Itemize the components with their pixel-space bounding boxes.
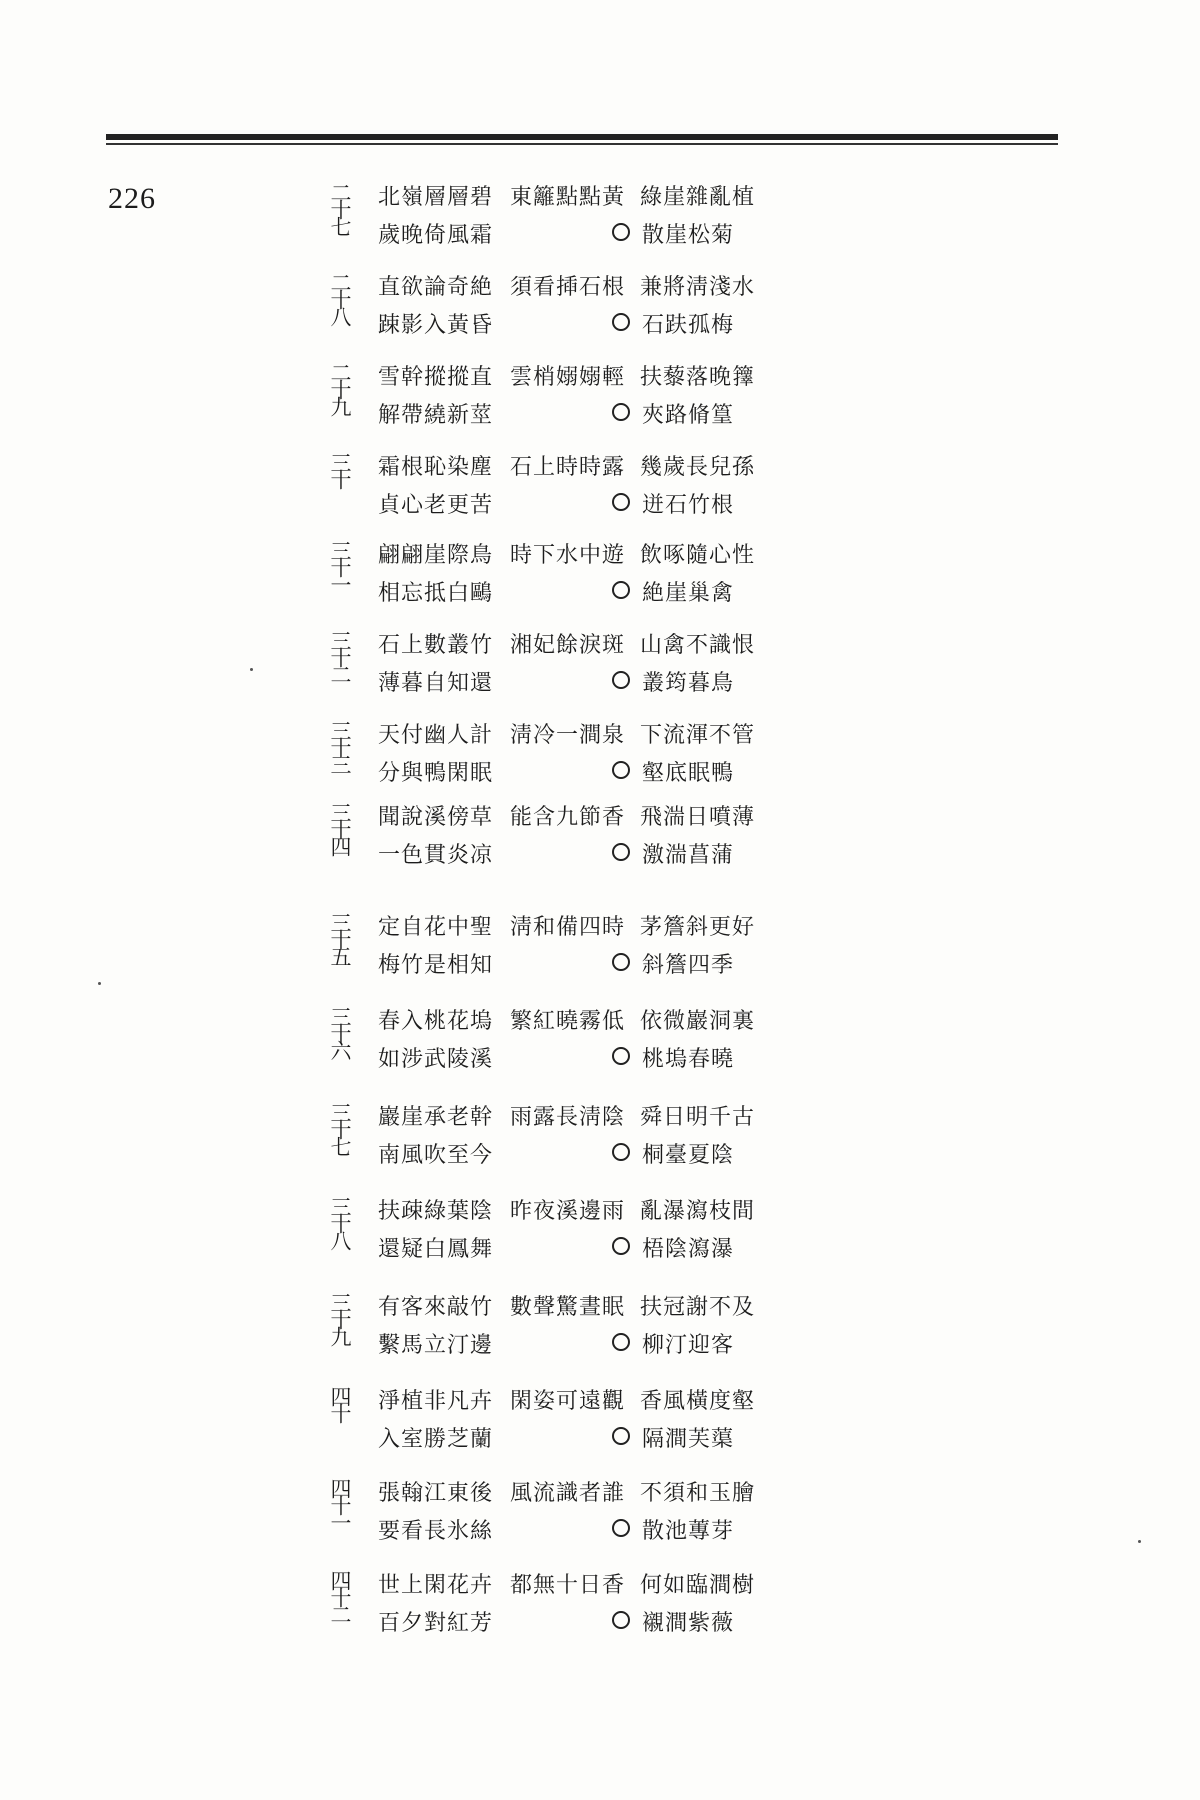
poem-line-2: 繁紅曉霧低 bbox=[510, 1009, 626, 1034]
circle-mark-icon bbox=[612, 761, 630, 779]
poem-title: 隔澗芙蕖 bbox=[642, 1427, 735, 1452]
poem-entry bbox=[320, 1384, 800, 1474]
poem-title: 散池蓴芽 bbox=[642, 1519, 735, 1544]
poem-title: 絶崖巢禽 bbox=[642, 581, 735, 606]
poem-entry bbox=[320, 800, 800, 890]
poem-number: 三十九 bbox=[328, 1292, 352, 1343]
poem-number: 三十六 bbox=[328, 1006, 352, 1057]
circle-mark-icon bbox=[612, 953, 630, 971]
poem-line-4: 如涉武陵溪 bbox=[378, 1047, 494, 1072]
poem-line-4: 還疑白鳳舞 bbox=[378, 1237, 494, 1262]
poem-line-3: 依微巖洞裏 bbox=[640, 1009, 756, 1034]
circle-mark-icon bbox=[612, 403, 630, 421]
poem-line-4: 貞心老更苦 bbox=[378, 493, 494, 518]
poem-line-1: 淨植非凡卉 bbox=[378, 1389, 494, 1414]
poem-number: 二十七 bbox=[328, 182, 352, 233]
poem-line-3: 何如臨澗樹 bbox=[640, 1573, 756, 1598]
poem-title: 石趺孤梅 bbox=[642, 313, 735, 338]
poem-line-1: 翩翩崖際鳥 bbox=[378, 543, 494, 568]
print-speck bbox=[98, 982, 101, 985]
poem-line-4: 南風吹至今 bbox=[378, 1143, 494, 1168]
poem-line-4: 踈影入黃昏 bbox=[378, 313, 494, 338]
poem-entry bbox=[320, 360, 800, 450]
circle-mark-icon bbox=[612, 1333, 630, 1351]
poem-line-1: 聞說溪傍草 bbox=[378, 805, 494, 830]
poem-line-4: 梅竹是相知 bbox=[378, 953, 494, 978]
poem-entry bbox=[320, 1004, 800, 1094]
header-rule-thick bbox=[106, 134, 1058, 140]
poem-line-2: 東籬點點黃 bbox=[510, 185, 626, 210]
poem-number: 三十五 bbox=[328, 912, 352, 963]
poem-line-4: 要看長氷絲 bbox=[378, 1519, 494, 1544]
poem-entry bbox=[320, 628, 800, 718]
poem-line-4: 入室勝芝蘭 bbox=[378, 1427, 494, 1452]
poem-line-3: 下流渾不管 bbox=[640, 723, 756, 748]
poem-number: 二十九 bbox=[328, 362, 352, 413]
poem-title: 桐臺夏陰 bbox=[642, 1143, 735, 1168]
poem-number: 三十 bbox=[328, 452, 352, 486]
poem-line-4: 解帶繞新莖 bbox=[378, 403, 494, 428]
poem-title: 桃塢春曉 bbox=[642, 1047, 735, 1072]
header-rule-thin bbox=[106, 143, 1058, 145]
poem-line-3: 扶冠謝不及 bbox=[640, 1295, 756, 1320]
poem-number: 四十 bbox=[328, 1386, 352, 1420]
poem-line-2: 風流識者誰 bbox=[510, 1481, 626, 1506]
circle-mark-icon bbox=[612, 313, 630, 331]
poem-title: 迸石竹根 bbox=[642, 493, 735, 518]
poem-title: 散崖松菊 bbox=[642, 223, 735, 248]
poem-line-1: 巖崖承老幹 bbox=[378, 1105, 494, 1130]
circle-mark-icon bbox=[612, 671, 630, 689]
circle-mark-icon bbox=[612, 1237, 630, 1255]
poem-number: 三十八 bbox=[328, 1196, 352, 1247]
circle-mark-icon bbox=[612, 1427, 630, 1445]
print-speck bbox=[250, 668, 253, 671]
poem-line-3: 兼將淸淺水 bbox=[640, 275, 756, 300]
poem-number: 三十四 bbox=[328, 802, 352, 853]
poem-line-2: 淸冷一澗泉 bbox=[510, 723, 626, 748]
poem-entry bbox=[320, 1290, 800, 1380]
poem-line-3: 綠崖雜亂植 bbox=[640, 185, 756, 210]
poem-line-1: 天付幽人計 bbox=[378, 723, 494, 748]
poem-line-1: 雪幹摐摐直 bbox=[378, 365, 494, 390]
poem-title: 夾路脩篁 bbox=[642, 403, 735, 428]
poem-entry bbox=[320, 1100, 800, 1190]
poem-line-3: 茅簷斜更好 bbox=[640, 915, 756, 940]
poem-line-1: 石上數叢竹 bbox=[378, 633, 494, 658]
poem-line-4: 一色貫炎凉 bbox=[378, 843, 494, 868]
poem-number: 三十一 bbox=[328, 540, 352, 591]
poem-line-1: 扶疎綠葉陰 bbox=[378, 1199, 494, 1224]
circle-mark-icon bbox=[612, 1611, 630, 1629]
poem-line-3: 幾歲長兒孫 bbox=[640, 455, 756, 480]
circle-mark-icon bbox=[612, 1519, 630, 1537]
page-number: 226 bbox=[108, 182, 156, 215]
poem-entry bbox=[320, 1568, 800, 1658]
poem-line-3: 山禽不識恨 bbox=[640, 633, 756, 658]
poem-line-2: 能含九節香 bbox=[510, 805, 626, 830]
poem-line-2: 閑姿可遠觀 bbox=[510, 1389, 626, 1414]
poem-line-4: 薄暮自知還 bbox=[378, 671, 494, 696]
poem-title: 斜簷四季 bbox=[642, 953, 735, 978]
circle-mark-icon bbox=[612, 493, 630, 511]
poem-line-2: 數聲驚晝眠 bbox=[510, 1295, 626, 1320]
poem-entry bbox=[320, 180, 800, 270]
poem-title: 激湍菖蒲 bbox=[642, 843, 735, 868]
poem-line-1: 直欲論奇絶 bbox=[378, 275, 494, 300]
circle-mark-icon bbox=[612, 843, 630, 861]
poem-line-2: 時下水中遊 bbox=[510, 543, 626, 568]
poem-title: 壑底眠鴨 bbox=[642, 761, 735, 786]
poem-line-3: 飛湍日噴薄 bbox=[640, 805, 756, 830]
poem-line-4: 繫馬立汀邊 bbox=[378, 1333, 494, 1358]
poem-line-2: 淸和備四時 bbox=[510, 915, 626, 940]
poem-line-1: 世上閑花卉 bbox=[378, 1573, 494, 1598]
poem-line-1: 定自花中聖 bbox=[378, 915, 494, 940]
poem-line-3: 亂瀑瀉枝間 bbox=[640, 1199, 756, 1224]
poem-line-1: 霜根恥染塵 bbox=[378, 455, 494, 480]
circle-mark-icon bbox=[612, 223, 630, 241]
poem-line-1: 張翰江東後 bbox=[378, 1481, 494, 1506]
poem-entry bbox=[320, 1476, 800, 1566]
poem-title: 叢筠暮鳥 bbox=[642, 671, 735, 696]
poem-entry bbox=[320, 910, 800, 1000]
poem-number: 四十二 bbox=[328, 1570, 352, 1621]
poem-line-2: 都無十日香 bbox=[510, 1573, 626, 1598]
poem-line-3: 不須和玉膾 bbox=[640, 1481, 756, 1506]
poem-entry bbox=[320, 538, 800, 628]
poem-entry bbox=[320, 270, 800, 360]
poem-entry bbox=[320, 718, 800, 808]
poem-number: 三十二 bbox=[328, 630, 352, 681]
poem-line-2: 雲梢嫋嫋輕 bbox=[510, 365, 626, 390]
poem-title: 襯澗紫薇 bbox=[642, 1611, 735, 1636]
poem-line-2: 湘妃餘淚斑 bbox=[510, 633, 626, 658]
poem-line-3: 扶藜落晚籜 bbox=[640, 365, 756, 390]
circle-mark-icon bbox=[612, 1143, 630, 1161]
poem-number: 二十八 bbox=[328, 272, 352, 323]
print-speck bbox=[1138, 1540, 1141, 1543]
poem-line-2: 雨露長淸陰 bbox=[510, 1105, 626, 1130]
poem-line-3: 飲啄隨心性 bbox=[640, 543, 756, 568]
poem-line-4: 百夕對紅芳 bbox=[378, 1611, 494, 1636]
poem-line-1: 春入桃花塢 bbox=[378, 1009, 494, 1034]
poem-title: 柳汀迎客 bbox=[642, 1333, 735, 1358]
poem-line-4: 歲晚倚風霜 bbox=[378, 223, 494, 248]
poem-number: 三十七 bbox=[328, 1102, 352, 1153]
poem-line-2: 石上時時露 bbox=[510, 455, 626, 480]
circle-mark-icon bbox=[612, 1047, 630, 1065]
poem-line-1: 北嶺層層碧 bbox=[378, 185, 494, 210]
poem-number: 四十一 bbox=[328, 1478, 352, 1529]
circle-mark-icon bbox=[612, 581, 630, 599]
poem-line-4: 相忘抵白鷗 bbox=[378, 581, 494, 606]
poem-line-1: 有客來敲竹 bbox=[378, 1295, 494, 1320]
poem-title: 梧陰瀉瀑 bbox=[642, 1237, 735, 1262]
poem-line-2: 昨夜溪邊雨 bbox=[510, 1199, 626, 1224]
poem-line-4: 分與鴨閑眠 bbox=[378, 761, 494, 786]
poem-line-2: 須看揷石根 bbox=[510, 275, 626, 300]
poem-entry bbox=[320, 450, 800, 540]
poem-line-3: 舜日明千古 bbox=[640, 1105, 756, 1130]
poem-number: 三十三 bbox=[328, 720, 352, 771]
poem-entry bbox=[320, 1194, 800, 1284]
poem-line-3: 香風橫度壑 bbox=[640, 1389, 756, 1414]
